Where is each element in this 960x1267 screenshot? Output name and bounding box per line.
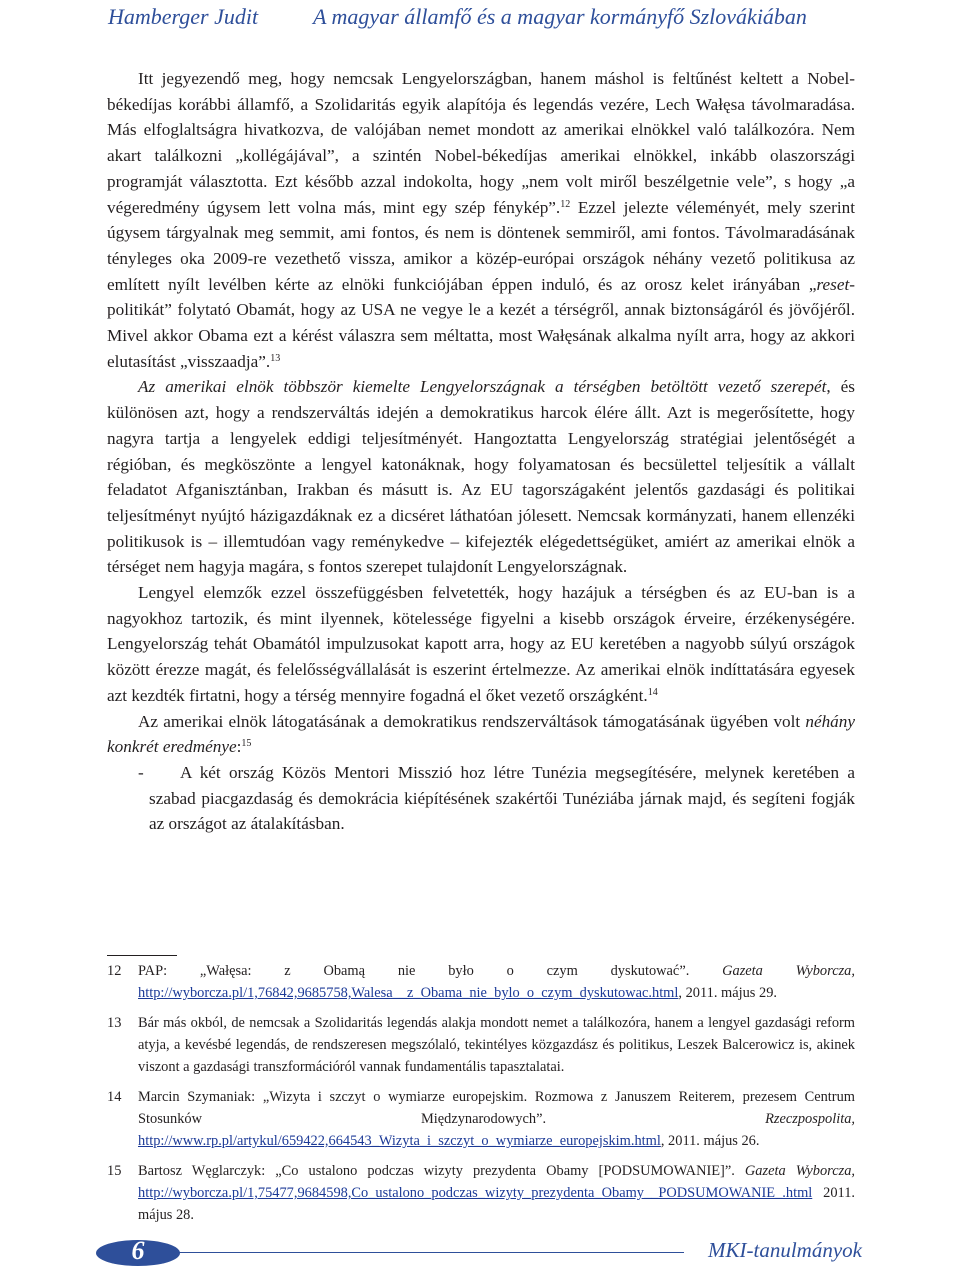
footnote-14 <box>107 1086 855 1152</box>
footnote-source: Gazeta Wyborcza, <box>722 963 855 979</box>
footnote-source: Rzeczpospolita, <box>765 1111 855 1127</box>
footnote-date: , 2011. május 26. <box>660 1133 760 1149</box>
footnote-ref-12[interactable]: 12 <box>560 198 571 210</box>
header-author: Hamberger Judit <box>108 4 259 29</box>
footnotes <box>107 960 855 1234</box>
footnote-number: 12 <box>107 963 122 979</box>
footnote-separator <box>107 955 177 956</box>
footnote-ref-15[interactable]: 15 <box>241 738 252 750</box>
publication-brand: MKI-tanulmányok <box>684 1238 862 1263</box>
footnote-15 <box>107 1160 855 1226</box>
footnote-text: Marcin Szymaniak: „Wizyta i szczyt o wymiarze europejskim. Rozmowa z Januszem Reiterem, prezesem Centrum Stosunków Międzynarodowych”. <box>138 1089 855 1127</box>
paragraph-1-text-c: -politikát” folytató Obamát, hogy az USA ne vegye le a kezét a térségről, annak biztonságáról és jövőjéről. Mivel akkor Obama ezt a kérést válaszra sem méltatta, most Wałęsának alkalma nyílt arra, hogy az akkori elutasítást „visszaadja”. <box>107 274 855 371</box>
paragraph-3-text: Lengyel elemzők ezzel összefüggésben felvetették, hogy hazájuk a térségben és az EU-ban is a nagyokhoz tartozik, és mint ilyennek, kötelessége figyelni a kisebb országok érveire, érzékenységére. Lengyelország tehát Obamától impulzusokat kapott arra, hogy az EU keretében a nagyobb súlyú országok között érezze magát, és felelősségvállalását is eszerint értelmezze. Az amerikai elnök indíttatására egyesek azt kezdték firtatni, hogy a térség mennyire fogadná el őket vezető országként. <box>107 583 855 705</box>
list-dash: - <box>138 762 144 782</box>
paragraph-2 <box>107 374 855 580</box>
paragraph-4-italic: néhány konkrét eredménye <box>107 711 855 757</box>
footnote-date: , 2011. május 29. <box>678 985 777 1001</box>
footnote-13 <box>107 1012 855 1078</box>
paragraph-4 <box>107 709 855 760</box>
reset-term: reset <box>816 274 850 294</box>
footnote-number: 13 <box>107 1015 122 1031</box>
paragraph-2-text: , és különösen azt, hogy a rendszerváltás idején a demokratikus harcok élére állt. Azt is megerősítette, hogy nagyra tartja a lengyelek eddigi teljesítményét. Hangoztatta Lengyelország stratégiai jelentőségét a régióban, és megköszönte a lengyel katonáknak, hogy folyamatosan és becsülettel teljesítik a vállalt feladatot Afganisztánban, Irakban és másutt is. Az EU tagországaként jelentős gazdasági és politikai teljesítményt nyújtó házigazdáknak ez a dicséret láthatóan jólesett. Nemcsak kormányzati, hanem ellenzéki politikusok is – illemtudóan vagy reménykedve – kifejezték elégedettségüket, amiért az amerikai elnök a térséget nem hagyja magára, s fontos szerepet tulajdonít Lengyelországnak. <box>107 377 855 577</box>
paragraph-2-italic: Az amerikai elnök többször kiemelte Lengyelországnak a térségben betöltött vezető szerepét <box>138 377 827 397</box>
paragraph-4-text: Az amerikai elnök látogatásának a demokratikus rendszerváltások támogatásának ügyében volt <box>138 711 806 731</box>
footnote-text: Bár más okból, de nemcsak a Szolidaritás legendás alakja mondott nemet a találkozóra, hanem a lengyel gazdasági reform atyja, a kevésbé legendás, de rendszeresen megszólaló, tekintélyes közgazdász és politikus, Leszek Balcerowicz is, akinek viszont a gazdasági transzformációról vannak fundamentális tapasztalatai. <box>138 1015 855 1075</box>
footnote-link[interactable]: http://wyborcza.pl/1,76842,9685758,Walesa__z_Obama_nie_bylo_o_czym_dyskutowac.html <box>138 985 679 1001</box>
footnote-ref-14[interactable]: 14 <box>647 686 658 698</box>
footnote-number: 15 <box>107 1163 122 1179</box>
paragraph-4-after: : <box>236 737 242 757</box>
footnote-source: Gazeta Wyborcza, <box>744 1163 855 1179</box>
footnote-ref-13[interactable]: 13 <box>270 352 281 364</box>
running-header <box>0 0 960 38</box>
footnote-link[interactable]: http://wyborcza.pl/1,75477,9684598,Co_ustalono_podczas_wizyty_prezydenta_Obamy__PODSUMOWANIE_.html <box>138 1185 813 1201</box>
footnote-text: Bartosz Węglarczyk: „Co ustalono podczas wizyty prezydenta Obamy [PODSUMOWANIE]”. <box>138 1163 745 1179</box>
list-item <box>107 760 855 837</box>
header-title: A magyar államfő és a magyar kormányfő Szlovákiában <box>313 4 807 29</box>
list-item-text: A két ország Közös Mentori Misszió hoz létre Tunézia megsegítésére, melynek keretében a szabad piacgazdaság és demokrácia kiépítésének szakértői Tunéziába járnak majd, és segíteni fogják az országot az átalakításban. <box>149 762 855 834</box>
footnote-date: 2011. május 28. <box>138 1185 855 1223</box>
paragraph-1-text-a: Itt jegyezendő meg, hogy nemcsak Lengyelországban, hanem máshol is feltűnést keltett a Nobel-békedíjas korábbi államfő, a Szolidaritás egyik alapítója és legendás vezére, Lech Wałęsa távolmaradása. Más elfoglaltságra hivatkozva, de valójában nemet mondott az amerikai elnökkel való találkozóra. Nem akart találkozni „kollégájával”, a szintén Nobel-békedíjas amerikai elnökkel, inkább olaszországi programját választotta. Ezt később azzal indokolta, hogy „nem volt miről beszélgetnie vele”, s hogy „a végeredmény úgysem lett volna más, mint egy szép fénykép”. <box>107 69 855 217</box>
paragraph-1 <box>107 66 855 374</box>
paragraph-3 <box>107 580 855 709</box>
footnote-link[interactable]: http://www.rp.pl/artykul/659422,664543_Wizyta_i_szczyt_o_wymiarze_europejskim.html <box>138 1133 661 1149</box>
page-number: 6 <box>131 1236 145 1265</box>
footnote-number: 14 <box>107 1089 122 1105</box>
footnote-text: PAP: „Wałęsa: z Obamą nie było o czym dyskutować”. <box>138 963 723 979</box>
footnote-12 <box>107 960 855 1004</box>
main-text <box>107 66 855 837</box>
paragraph-1-text-b: Ezzel jelezte véleményét, mely szerint úgysem tárgyalnak meg semmit, ami fontos, és nem is döntenek semmiről, ami fontos. Távolmaradásának tényleges oka 2009-re vezethető vissza, amikor a közép-európai országok néhány vezető politikusa az említett nyílt levélben kérte az elnöki funkciójában éppen induló, és az orosz kelet irányában „ <box>107 197 855 294</box>
